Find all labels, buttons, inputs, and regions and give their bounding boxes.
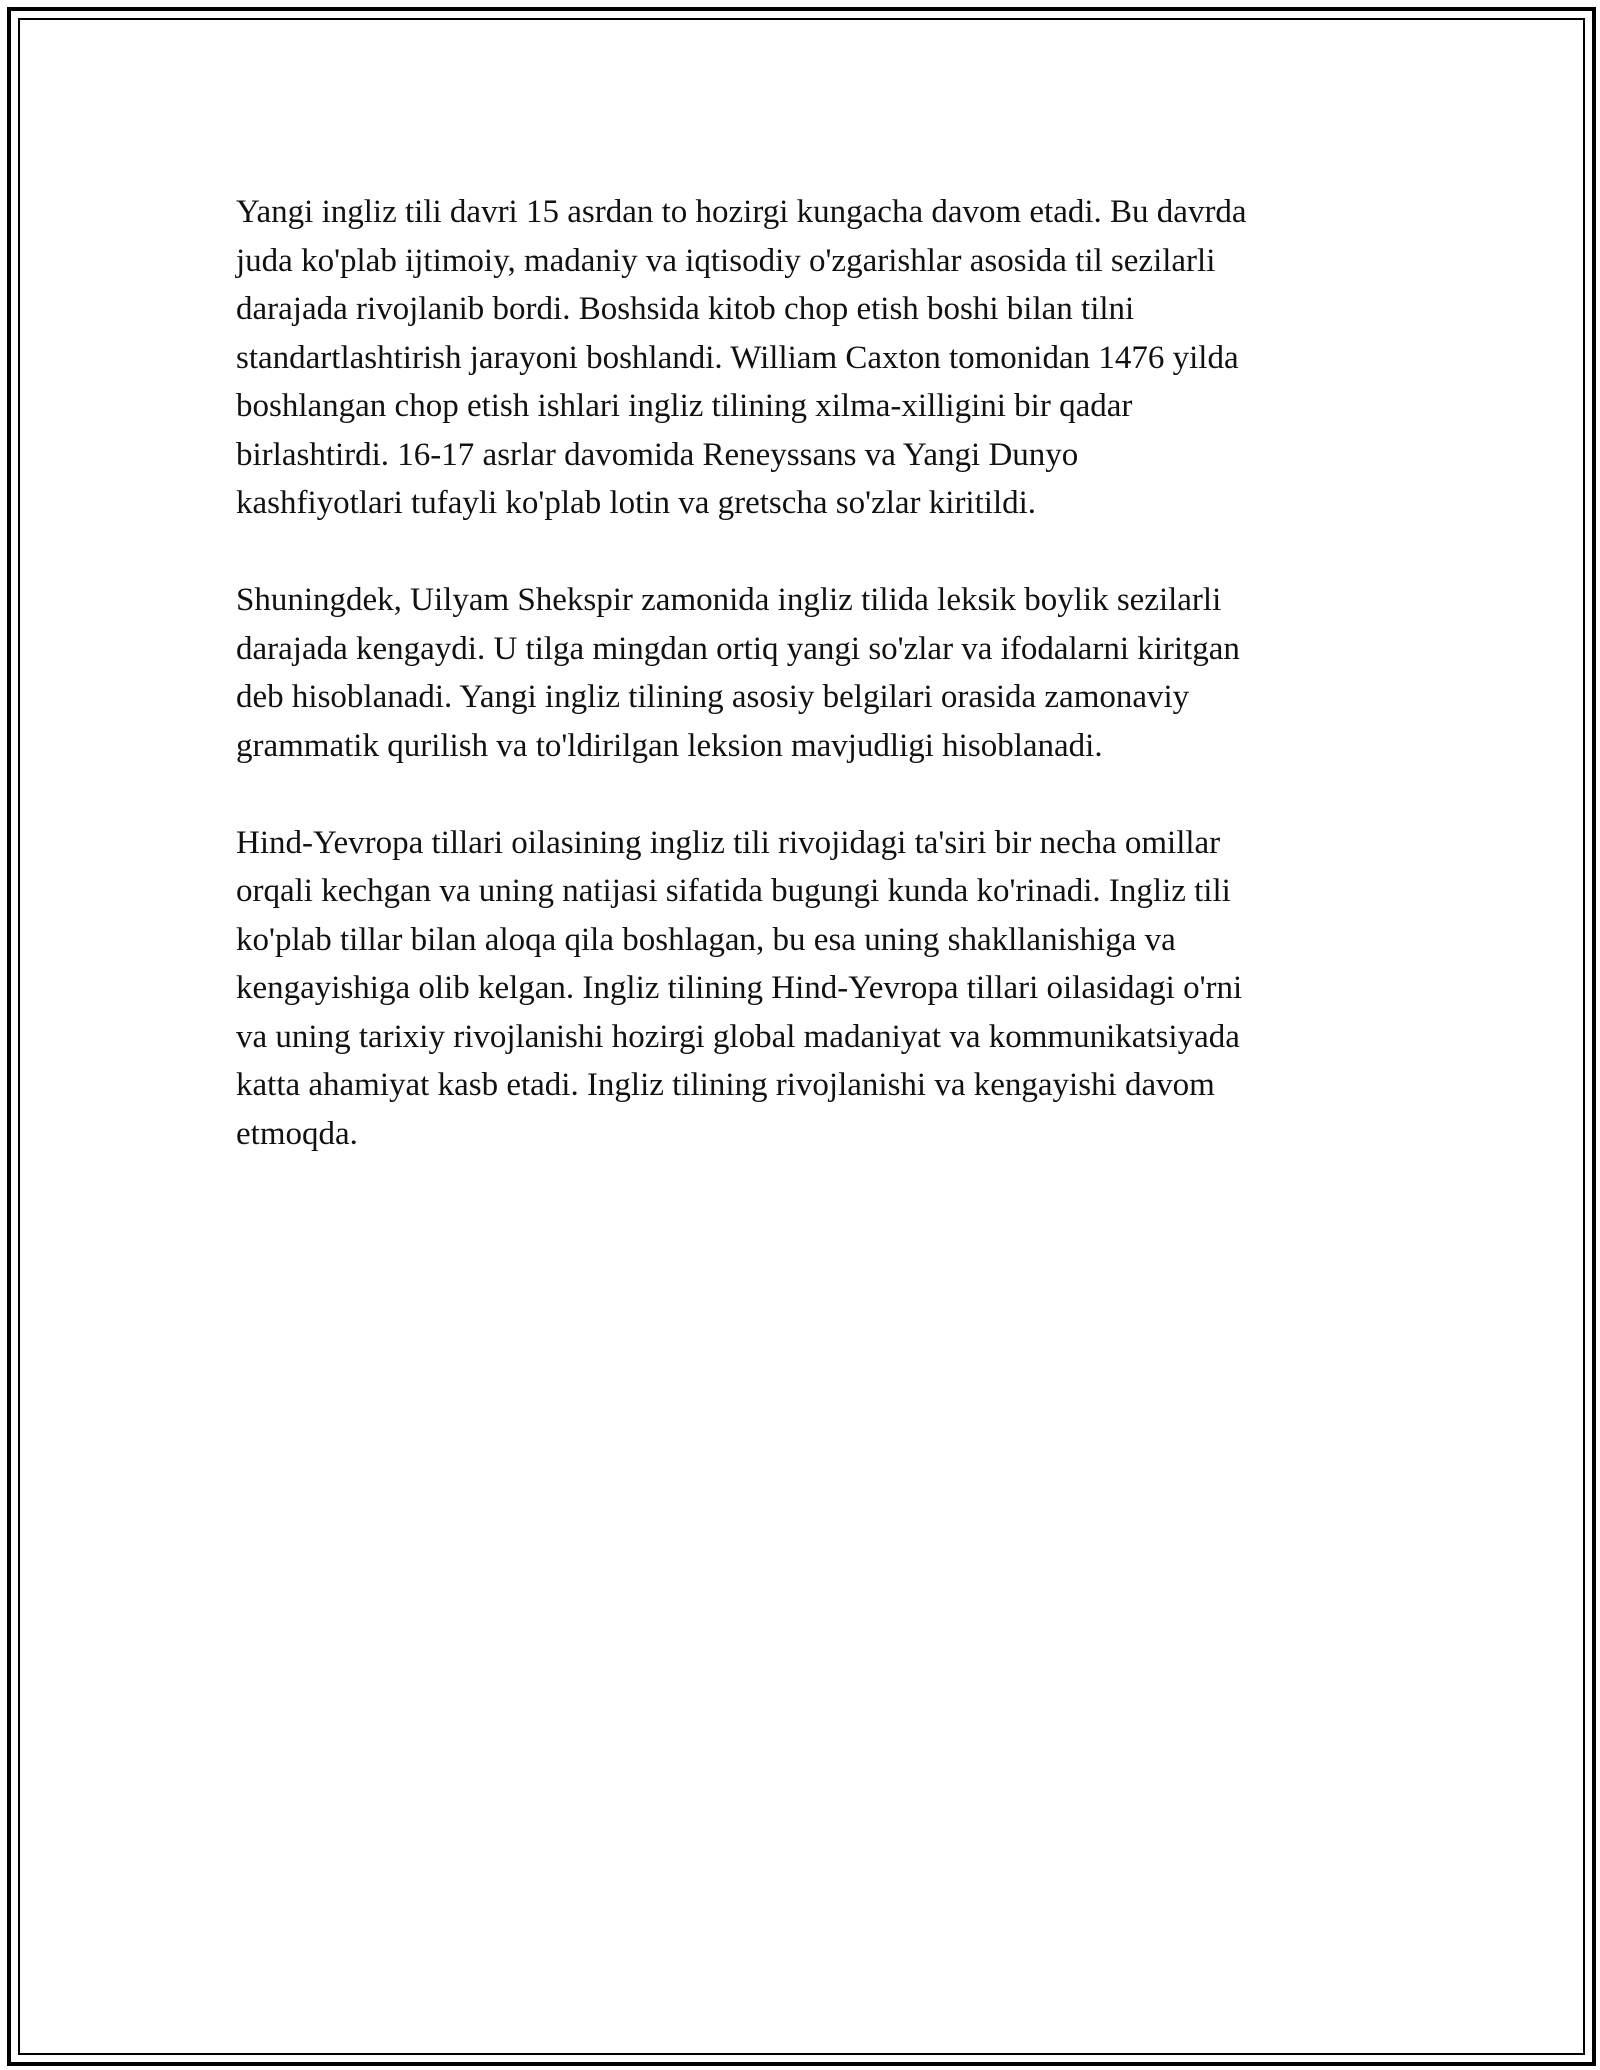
text-line: deb hisoblanadi. Yangi ingliz tilining asosiy belgilari orasida zamonaviy [236,679,1190,715]
text-line: kengayishiga olib kelgan. Ingliz tilining Hind-Yevropa tillari oilasidagi o'rni [236,970,1243,1006]
text-line: darajada kengaydi. U tilga mingdan ortiq yangi so'zlar va ifodalarni kiritgan [236,630,1240,667]
text-line: darajada rivojlanib bordi. Boshsida kitob chop etish boshi bilan tilni [236,291,1135,327]
paragraph-1 [236,188,1376,528]
text-line: Shuningdek, Uilyam Shekspir zamonida ingliz tilida leksik boylik sezilarli [236,582,1222,618]
text-line: birlashtirdi. 16-17 asrlar davomida Reneyssans va Yangi Dunyo [236,436,1079,473]
text-line: orqali kechgan va uning natijasi sifatida bugungi kunda ko'rinadi. Ingliz tili [236,873,1231,909]
paragraph-3 [236,819,1376,1159]
text-line: etmoqda. [236,1115,358,1152]
paragraph-2 [236,576,1376,770]
text-line: standartlashtirish jarayoni boshlandi. William Caxton tomonidan 1476 yilda [236,339,1239,376]
text-line: grammatik qurilish va to'ldirilgan leksion mavjudligi hisoblanadi. [236,727,1103,764]
document-body [236,188,1376,1207]
text-line: Hind-Yevropa tillari oilasining ingliz tili rivojidagi ta'siri bir necha omillar [236,824,1221,861]
text-line: kashfiyotlari tufayli ko'plab lotin va gretscha so'zlar kiritildi. [236,485,1037,521]
text-line: Yangi ingliz tili davri 15 asrdan to hozirgi kungacha davom etadi. Bu davrda [236,194,1247,230]
text-line: katta ahamiyat kasb etadi. Ingliz tilining rivojlanishi va kengayishi davom [236,1067,1215,1103]
text-line: ko'plab tillar bilan aloqa qila boshlagan, bu esa uning shakllanishiga va [236,921,1176,958]
text-line: boshlangan chop etish ishlari ingliz tilining xilma-xilligini bir qadar [236,388,1133,424]
text-line: juda ko'plab ijtimoiy, madaniy va iqtisodiy o'zgarishlar asosida til sezilarli [236,242,1216,279]
text-line: va uning tarixiy rivojlanishi hozirgi global madaniyat va kommunikatsiyada [236,1018,1240,1055]
